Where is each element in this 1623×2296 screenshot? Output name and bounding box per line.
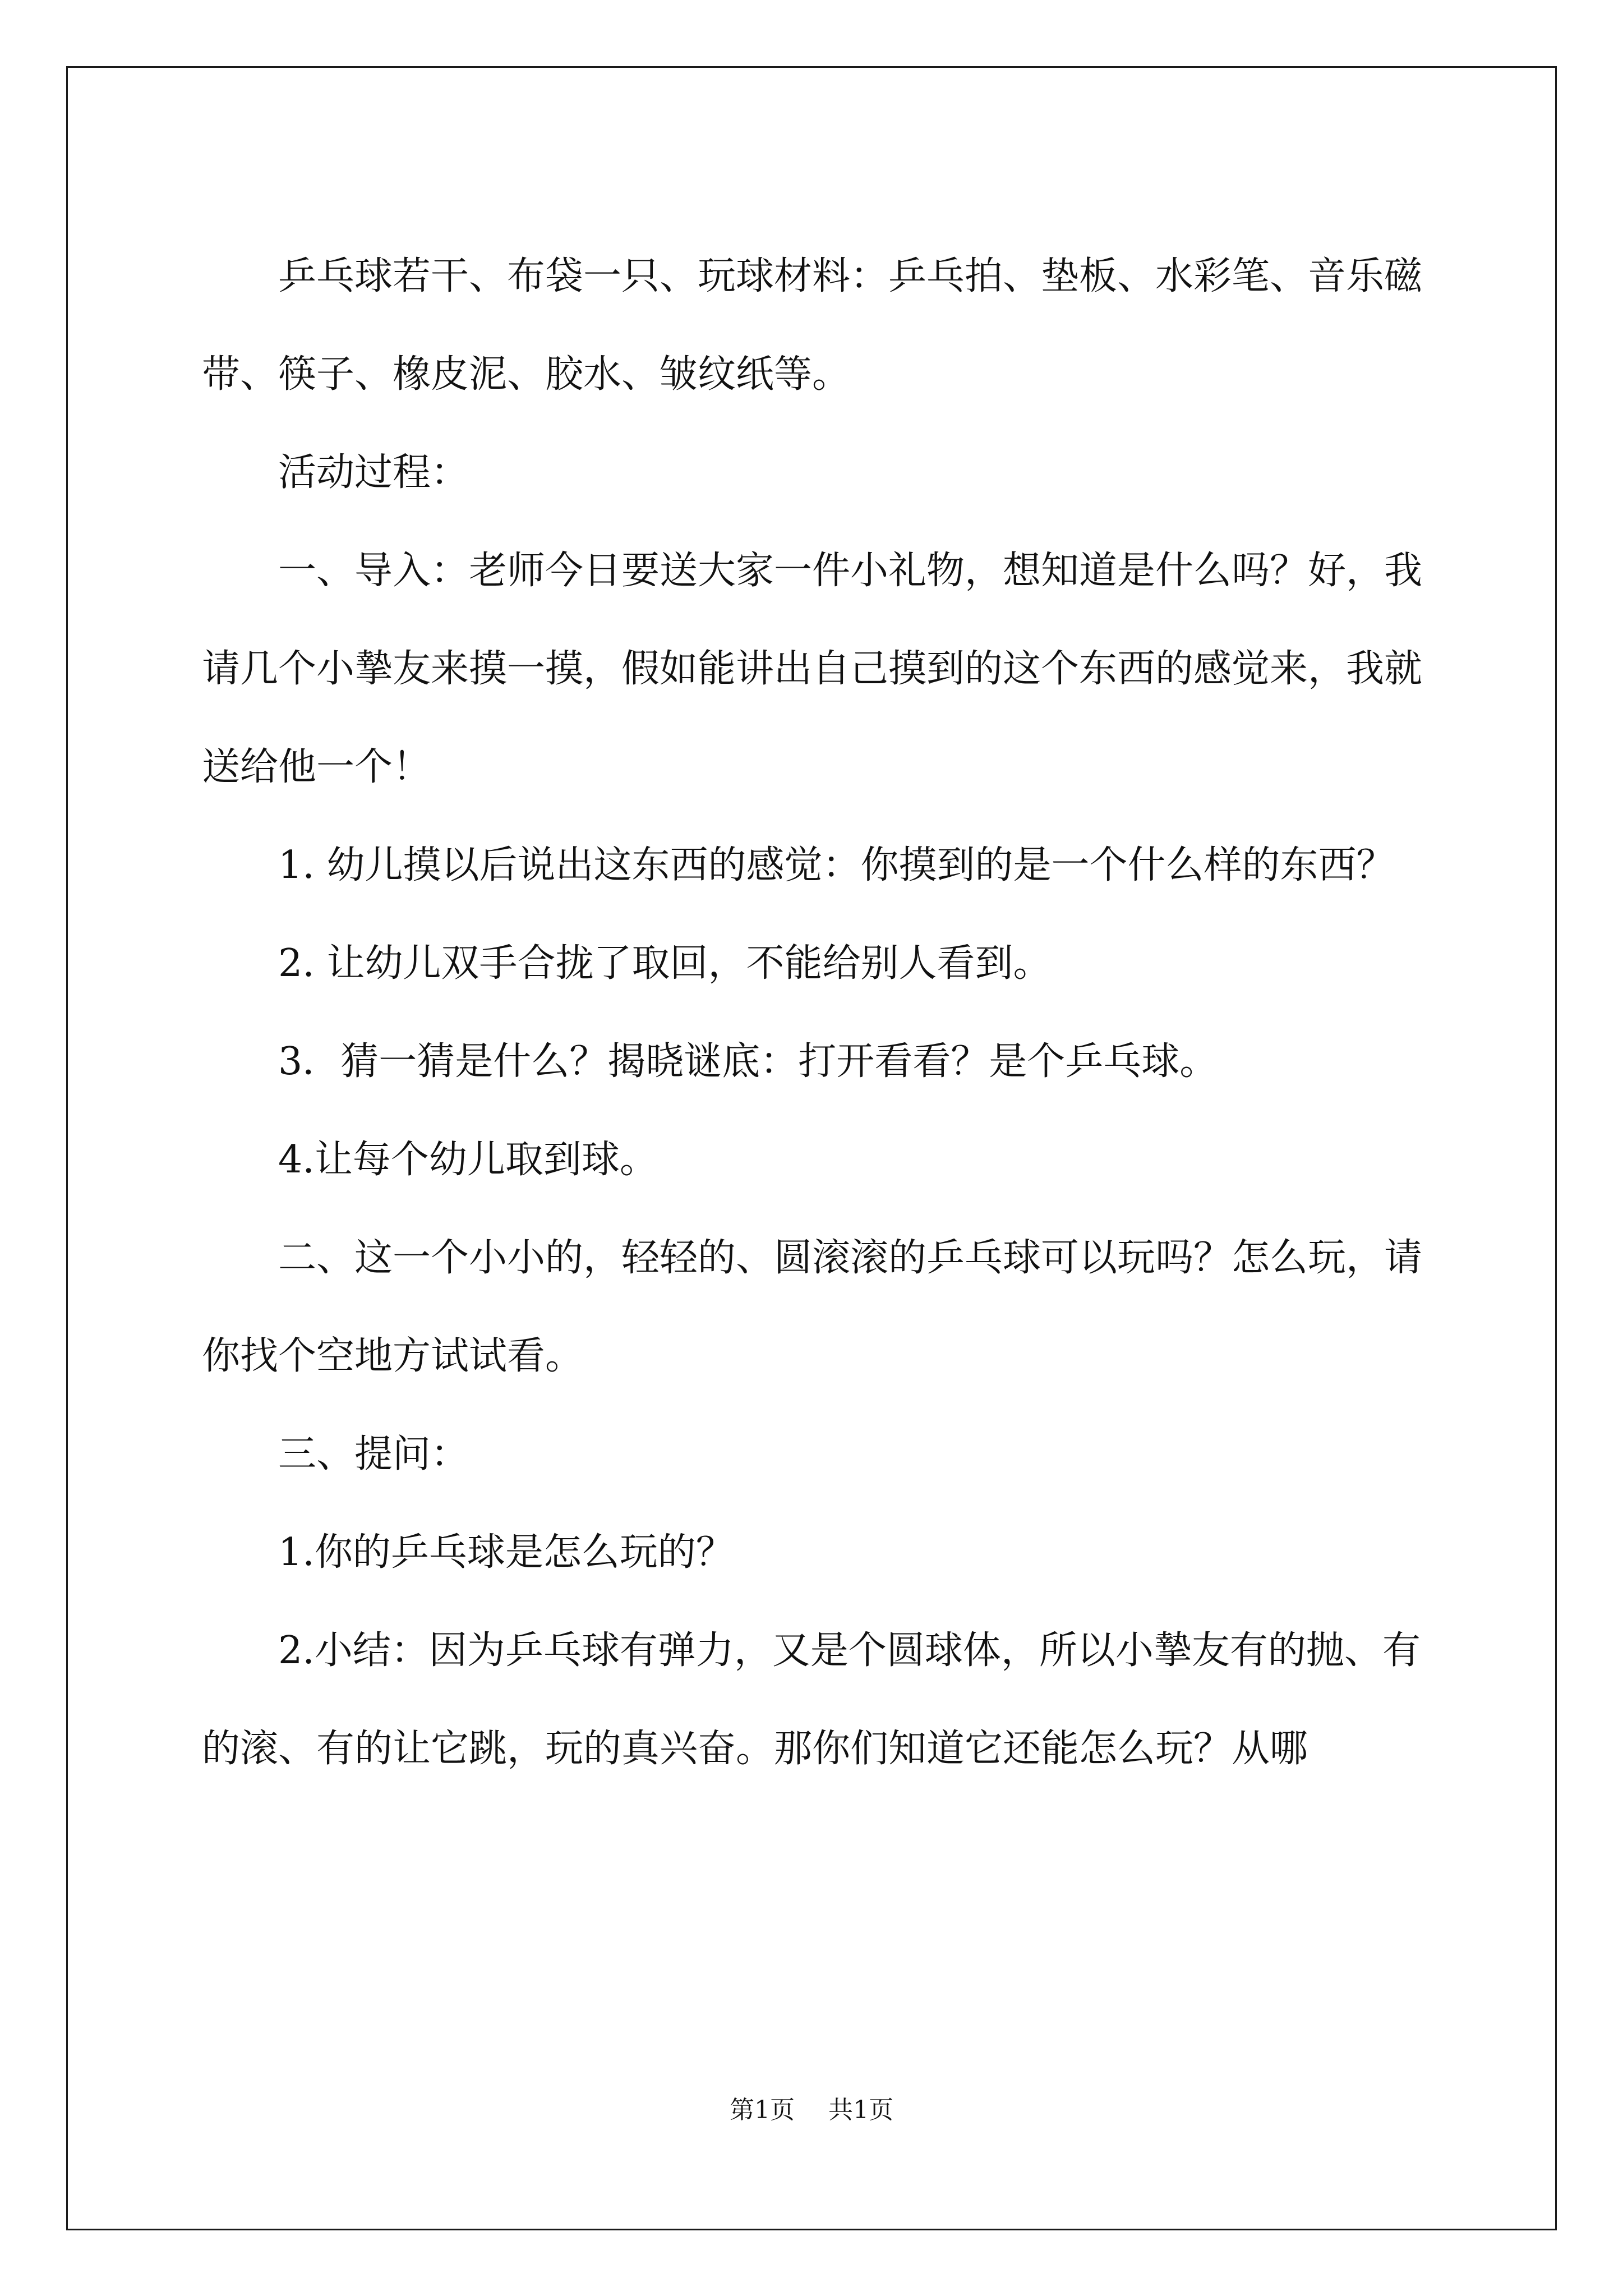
paragraph-step-1: 1. 幼儿摸以后说出这东西的感觉：你摸到的是一个什么样的东西？ [278,843,1395,887]
paragraph-summary: 2.小结：因为乒乓球有弹力，又是个圆球体，所以小摯友有的抛、有的滚、有的让它跳，玩的真兴奋。那你们知道它还能怎么玩？从哪 [202,1628,1421,1771]
page-footer [0,2090,1623,2125]
paragraph-section-3: 三、提问： [278,1432,469,1476]
paragraph-process-heading: 活动过程： [278,450,469,495]
paragraph-question-1: 1.你的乒乓球是怎么玩的？ [278,1530,734,1575]
paragraph-materials: 乒乓球若干、布袋一只、玩球材料：乒乓拍、垫板、水彩笔、音乐磁带、筷子、橡皮泥、胶水、皱纹纸等。 [202,254,1423,397]
document-body [202,227,1436,1798]
paragraph-step-3: 3．猜一猜是什么？揭晓谜底：打开看看？是个乒乓球。 [278,1039,1218,1084]
paragraph-intro: 一、导入：老师今日要送大家一件小礼物，想知道是什么吗？好，我请几个小摯友来摸一摸，假如能讲出自己摸到的这个东西的感觉来，我就送给他一个！ [202,549,1423,789]
paragraph-step-4: 4.让每个幼儿取到球。 [278,1138,658,1182]
paragraph-section-2: 二、这一个小小的，轻轻的、圆滚滚的乒乓球可以玩吗？怎么玩，请你找个空地方试试看。 [202,1236,1423,1378]
paragraph-step-2: 2. 让幼儿双手合拢了取回，不能给别人看到。 [278,941,1052,986]
page-number: 第1页 [730,2096,795,2124]
page-total: 共1页 [828,2096,893,2124]
